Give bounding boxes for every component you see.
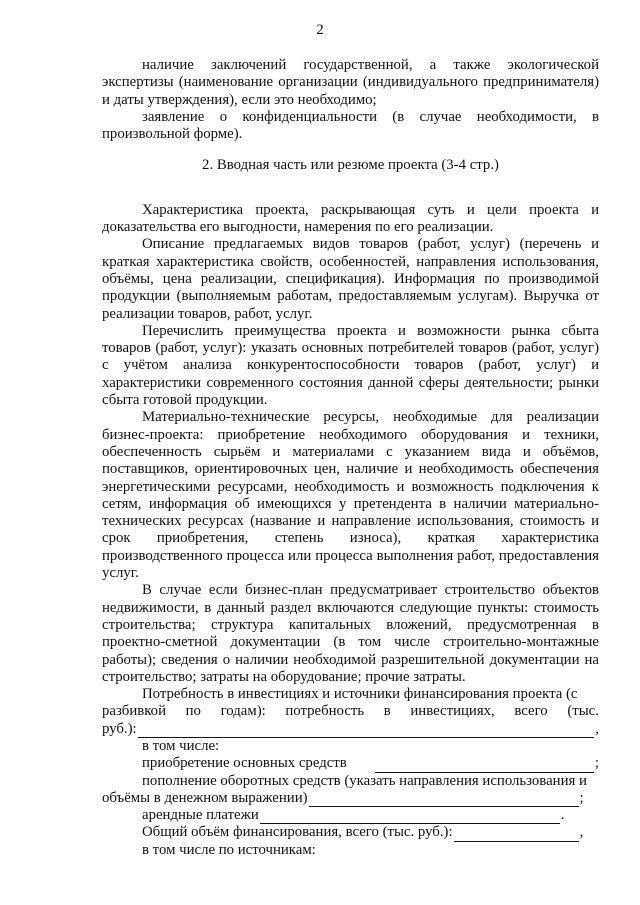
total-financing-line [102,824,599,841]
total-financing-blank[interactable] [454,829,579,842]
label: Общий объём финансирования, всего (тыс. руб.): [142,824,453,841]
paragraph-project-characteristics: Характеристика проекта, раскрывающая суть и цели проекта и доказательства его выгодности, намерения по его реализации. [102,201,599,236]
document-body [102,57,599,859]
word: годам): [220,703,266,720]
section-heading: 2. Вводная часть или резюме проекта (3-4 стр.) [202,157,499,174]
word: по [185,703,201,720]
punct: ; [579,789,584,806]
spacer [102,189,599,202]
rent-line [102,807,599,824]
working-capital-line-1: пополнение оборотных средств (указать направления использования и [142,772,587,789]
including-label: в том числе: [142,737,220,754]
page-number: 2 [316,22,324,38]
paragraph-goods-description: Описание предлагаемых видов товаров (работ, услуг) (перечень и краткая характеристика свойств, особенностей, направления использования, объёмы, цена реализации, спецификация). Информация по производимой продукции (выполняемым работам, предоставляемым услугам). Выручка от реализации товаров, работ, услуг. [102,236,599,322]
label: приобретение основных средств [142,755,347,772]
label: объёмы в денежном выражении) [102,789,308,806]
word: потребность [285,703,365,720]
paragraph-expertise: наличие заключений государственной, а также экологической экспертизы (наименование организации (индивидуального предпринимателя) и даты утверждения), если это необходимо; [102,57,599,108]
investment-line-1: Потребность в инвестициях и источники финансирования проекта (с [142,686,578,703]
investment-total-line [102,721,599,738]
rent-blank[interactable] [260,811,560,824]
punct: , [595,720,599,737]
working-capital-blank[interactable] [309,794,579,807]
paragraph-market-advantages: Перечислить преимущества проекта и возможности рынка сбыта товаров (работ, услуг): указать основных потребителей товаров (работ, услуг) с учётом анализа конкурентоспособности товаров (работ, услуг) и характеристики современного состояния данной сферы деятельности; рынки сбыта готовой продукции. [102,322,599,409]
fixed-assets-line [102,755,599,772]
by-sources-label: в том числе по источникам: [142,841,316,858]
working-capital-line-2 [102,790,599,807]
label: руб.): [102,720,137,737]
word: (тыс. [567,703,599,720]
word: инвестициях, [410,703,495,720]
fixed-assets-blank[interactable] [375,760,594,773]
paragraph-confidentiality: заявление о конфиденциальности (в случае необходимости, в произвольной форме). [102,108,599,143]
investment-line-2 [102,703,599,720]
punct: ; [594,755,599,772]
investment-total-blank[interactable] [138,725,595,738]
punct: , [579,824,584,841]
word: всего [514,703,548,720]
punct: . [560,807,565,824]
label: арендные платежи [142,807,259,824]
paragraph-construction: В случае если бизнес-план предусматривает строительство объектов недвижимости, в данный раздел включаются следующие пункты: стоимость строительства; структура капитальных вложений, предусмотренная в проектно-сметной документации (в том числе строительно-монтажные работы); сведения о наличии необходимой разрешительной документации на строительство; затраты на оборудование; прочие затраты. [102,582,599,685]
word: в [383,703,391,720]
paragraph-material-resources: Материально-технические ресурсы, необходимые для реализации бизнес-проекта: приобретение необходимого оборудования и техники, обеспеченность сырьём и материалами с указанием вида и объёмов, поставщиков, ориентировочных цен, наличие и необходимость обеспечения энергетическими ресурсами, необходимость и возможность подключения к сетям, информация об имеющихся у претендента в наличии материально-технических ресурсах (название и направление использования, стоимость и срок приобретения, степень износа), краткая характеристика производственного процесса или процесса выполнения работ, предоставления услуг. [102,409,599,582]
word: разбивкой [102,703,166,720]
